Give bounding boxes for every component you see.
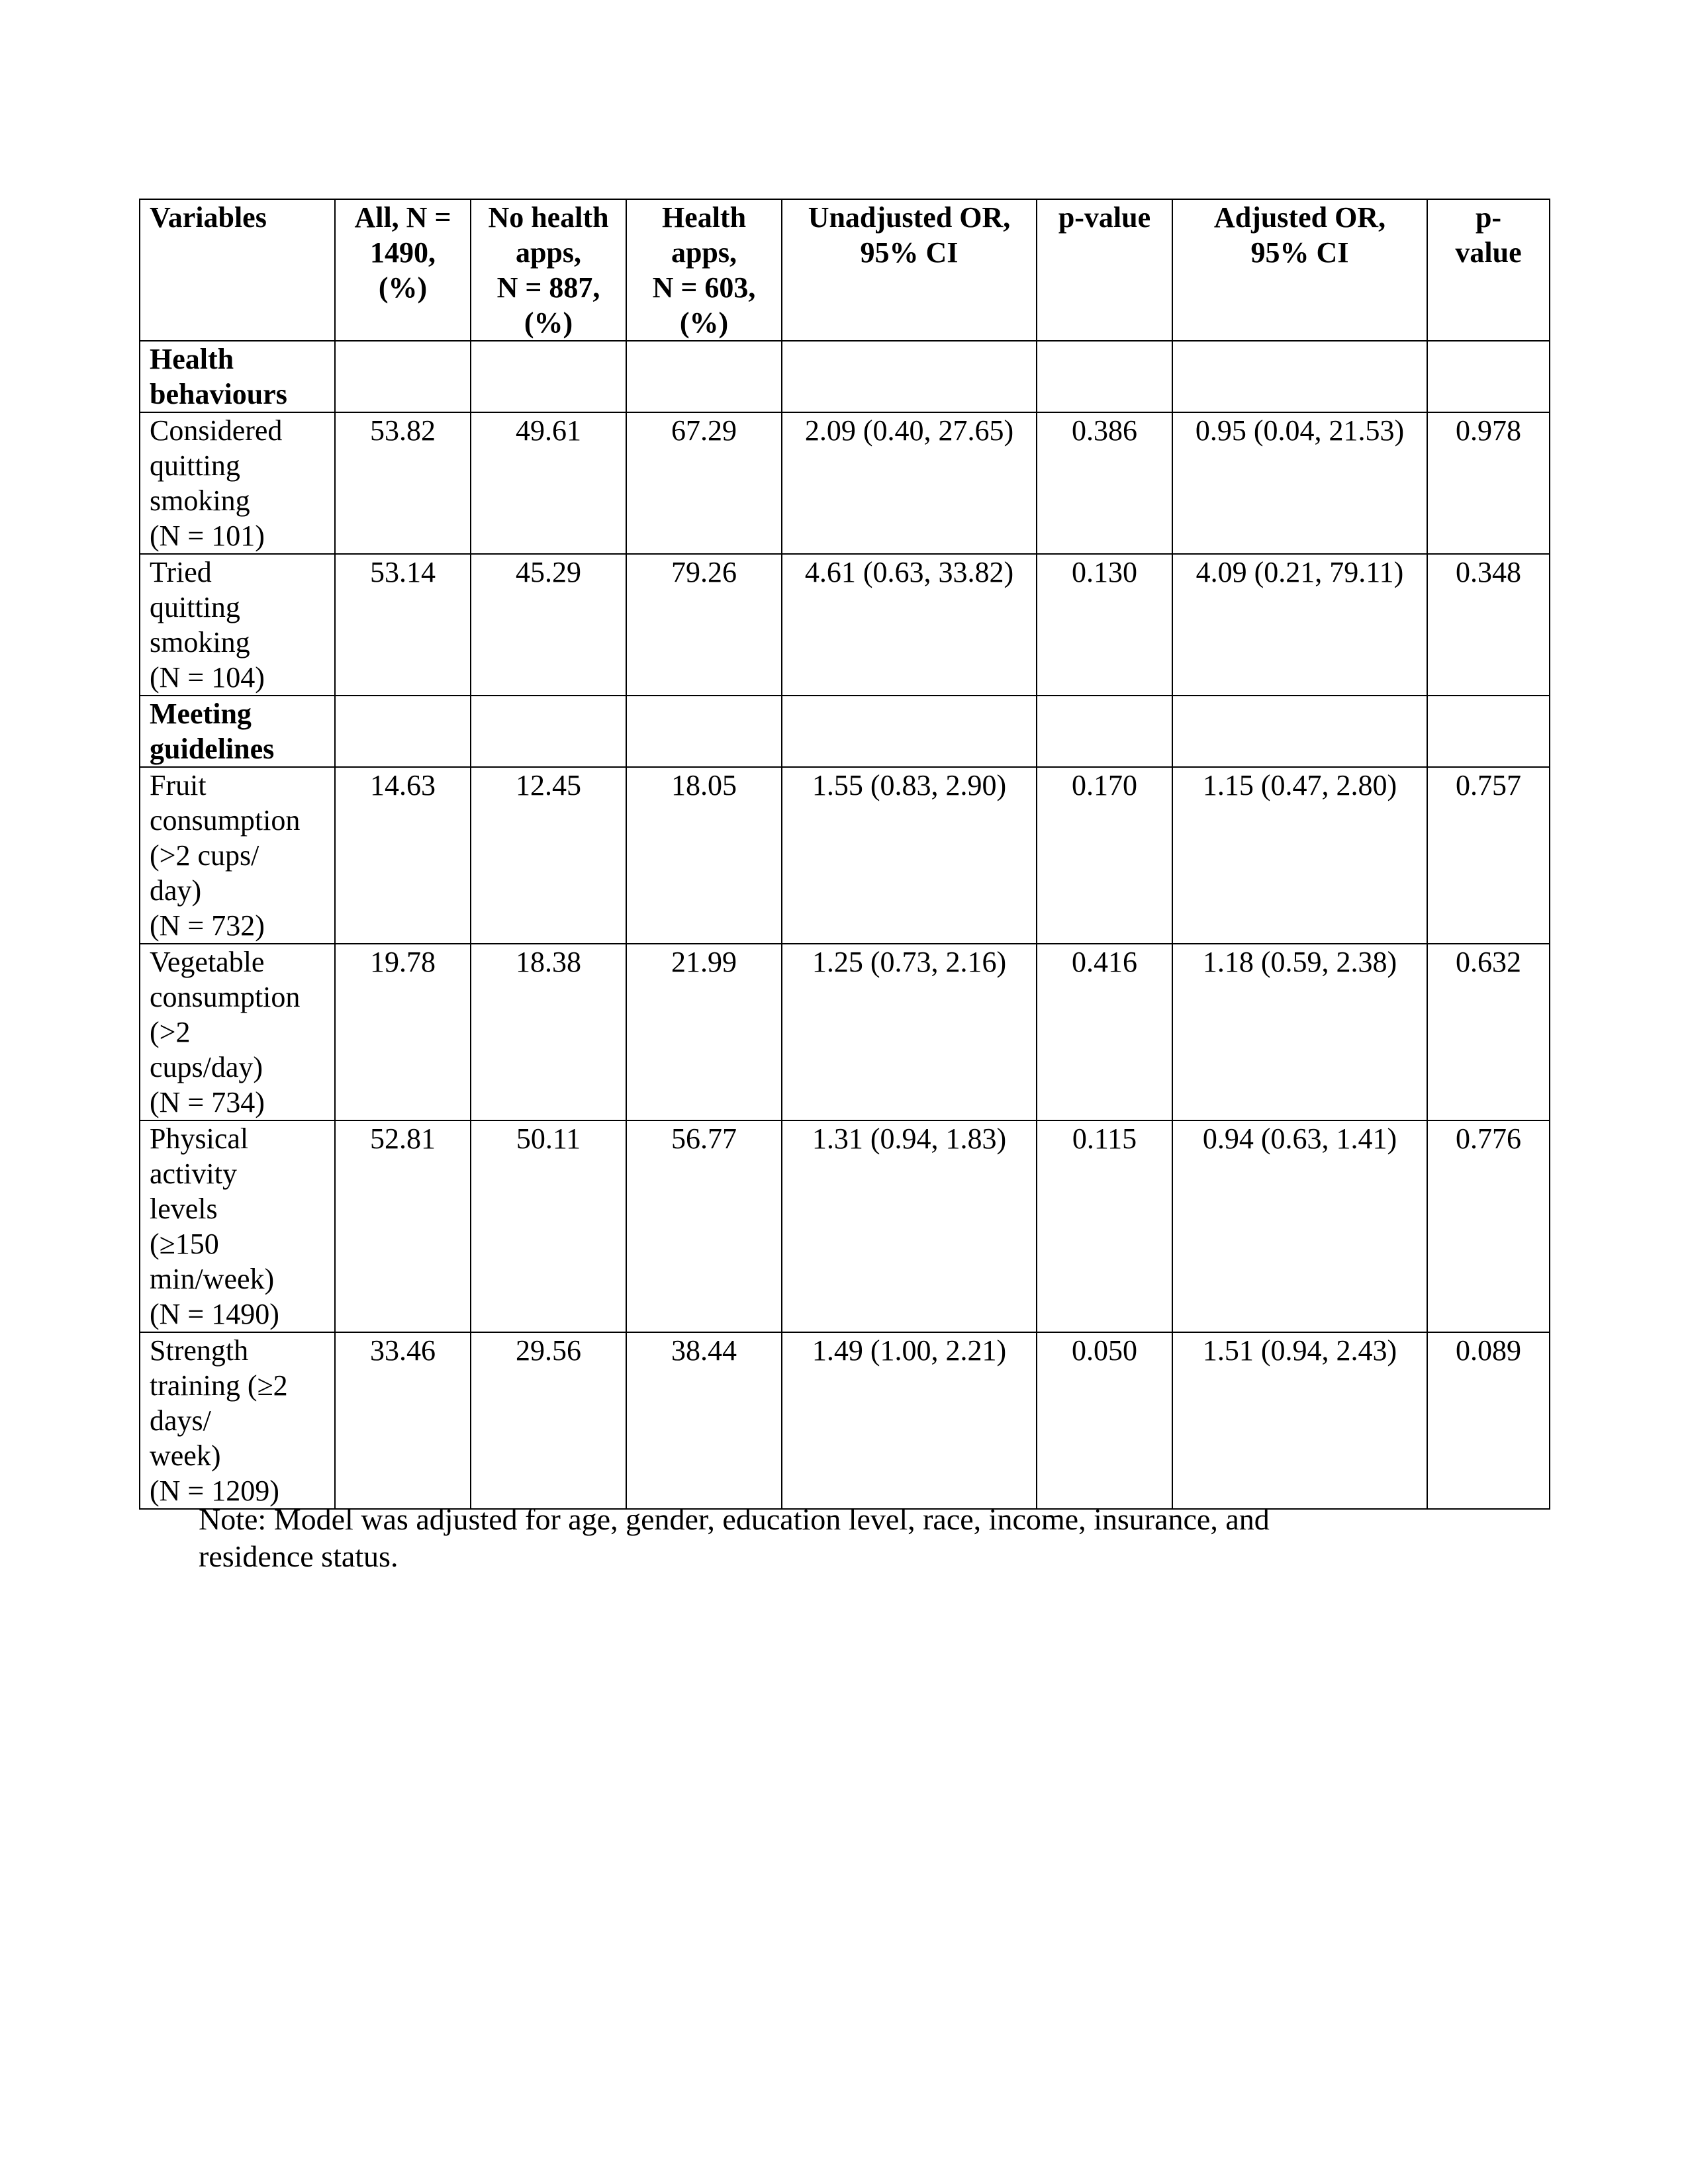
- cell-line: Strength: [150, 1334, 249, 1367]
- cell-p-value-unadjusted: 0.115: [1037, 1120, 1172, 1332]
- empty-cell: [471, 696, 626, 767]
- cell-p-value-unadjusted: 0.050: [1037, 1332, 1172, 1509]
- cell-line: (N = 1209): [150, 1475, 279, 1507]
- cell-line: (>2 cups/: [150, 839, 259, 872]
- cell-line: days/: [150, 1404, 211, 1437]
- cell-line: training (≥2: [150, 1369, 288, 1402]
- header-p-value-adjusted: [1427, 199, 1550, 341]
- empty-cell: [782, 341, 1037, 412]
- empty-cell: [1427, 696, 1550, 767]
- header-unadjusted-or: [782, 199, 1037, 341]
- cell-line: consumption: [150, 981, 301, 1013]
- cell-p-value-adjusted: 0.776: [1427, 1120, 1550, 1332]
- header-variables: [140, 199, 335, 341]
- cell-line: activity: [150, 1158, 237, 1190]
- cell-adjusted-or: 1.15 (0.47, 2.80): [1172, 767, 1427, 944]
- cell-adjusted-or: 4.09 (0.21, 79.11): [1172, 554, 1427, 696]
- cell-line: p-value: [1058, 201, 1151, 234]
- cell-all: 52.81: [335, 1120, 471, 1332]
- header-p-value-unadjusted: [1037, 199, 1172, 341]
- cell-line: Vegetable: [150, 946, 265, 978]
- cell-p-value-unadjusted: 0.416: [1037, 944, 1172, 1120]
- empty-cell: [1427, 341, 1550, 412]
- note-line: residence status.: [199, 1539, 399, 1573]
- row-label: [140, 1332, 335, 1509]
- cell-line: min/week): [150, 1263, 275, 1295]
- row-label: [140, 1120, 335, 1332]
- cell-line: (N = 1490): [150, 1298, 279, 1330]
- cell-line: quitting: [150, 591, 240, 623]
- cell-line: 95% CI: [860, 236, 959, 269]
- table-row: [140, 1120, 1550, 1332]
- row-label: [140, 767, 335, 944]
- cell-p-value-unadjusted: 0.386: [1037, 412, 1172, 554]
- header-all: [335, 199, 471, 341]
- empty-cell: [1172, 696, 1427, 767]
- cell-line: week): [150, 1439, 221, 1472]
- cell-line: day): [150, 874, 202, 907]
- cell-p-value-unadjusted: 0.130: [1037, 554, 1172, 696]
- empty-cell: [626, 696, 782, 767]
- cell-p-value-adjusted: 0.348: [1427, 554, 1550, 696]
- cell-no-health-apps: 45.29: [471, 554, 626, 696]
- empty-cell: [471, 341, 626, 412]
- cell-line: (N = 101): [150, 520, 265, 552]
- empty-cell: [782, 696, 1037, 767]
- cell-no-health-apps: 12.45: [471, 767, 626, 944]
- header-row: [140, 199, 1550, 341]
- cell-line: apps,: [671, 236, 737, 269]
- cell-line: N = 603,: [652, 271, 756, 304]
- cell-line: cups/day): [150, 1051, 263, 1083]
- cell-unadjusted-or: 1.31 (0.94, 1.83): [782, 1120, 1037, 1332]
- cell-no-health-apps: 50.11: [471, 1120, 626, 1332]
- cell-line: (N = 732): [150, 909, 265, 942]
- table-row: [140, 767, 1550, 944]
- cell-line: Considered: [150, 414, 283, 447]
- cell-all: 53.14: [335, 554, 471, 696]
- note-line: Note: Model was adjusted for age, gender, education level, race, income, insurance, and: [199, 1502, 1270, 1536]
- section-title: [140, 696, 335, 767]
- row-label: [140, 944, 335, 1120]
- cell-adjusted-or: 1.18 (0.59, 2.38): [1172, 944, 1427, 1120]
- cell-adjusted-or: 1.51 (0.94, 2.43): [1172, 1332, 1427, 1509]
- table-row: [140, 1332, 1550, 1509]
- cell-line: Unadjusted OR,: [808, 201, 1011, 234]
- cell-line: No health: [488, 201, 609, 234]
- cell-line: All, N =: [354, 201, 451, 234]
- cell-unadjusted-or: 1.55 (0.83, 2.90): [782, 767, 1037, 944]
- cell-line: Fruit: [150, 769, 207, 801]
- cell-line: apps,: [515, 236, 582, 269]
- cell-line: Health: [661, 201, 747, 234]
- cell-all: 53.82: [335, 412, 471, 554]
- cell-line: (%): [378, 271, 428, 304]
- cell-line: N = 887,: [496, 271, 600, 304]
- table-row: [140, 554, 1550, 696]
- cell-all: 33.46: [335, 1332, 471, 1509]
- cell-line: levels: [150, 1193, 218, 1225]
- cell-p-value-adjusted: 0.757: [1427, 767, 1550, 944]
- header-health-apps: [626, 199, 782, 341]
- cell-line: smoking: [150, 484, 250, 517]
- empty-cell: [335, 696, 471, 767]
- cell-line: smoking: [150, 626, 250, 659]
- header-no-health-apps: [471, 199, 626, 341]
- cell-line: guidelines: [150, 733, 275, 765]
- cell-line: Physical: [150, 1122, 249, 1155]
- cell-p-value-adjusted: 0.089: [1427, 1332, 1550, 1509]
- cell-p-value-unadjusted: 0.170: [1037, 767, 1172, 944]
- cell-line: quitting: [150, 449, 240, 482]
- cell-unadjusted-or: 4.61 (0.63, 33.82): [782, 554, 1037, 696]
- cell-all: 19.78: [335, 944, 471, 1120]
- table-note: [199, 1501, 1489, 1575]
- cell-line: 95% CI: [1250, 236, 1349, 269]
- cell-health-apps: 38.44: [626, 1332, 782, 1509]
- cell-health-apps: 56.77: [626, 1120, 782, 1332]
- cell-line: (>2: [150, 1016, 191, 1048]
- cell-adjusted-or: 0.95 (0.04, 21.53): [1172, 412, 1427, 554]
- cell-line: p-: [1475, 201, 1502, 234]
- cell-line: (%): [679, 306, 729, 339]
- cell-p-value-adjusted: 0.632: [1427, 944, 1550, 1120]
- cell-line: (N = 104): [150, 661, 265, 694]
- cell-health-apps: 18.05: [626, 767, 782, 944]
- results-table: [139, 199, 1550, 1510]
- cell-line: 1490,: [370, 236, 436, 269]
- cell-line: Tried: [150, 556, 212, 588]
- cell-no-health-apps: 18.38: [471, 944, 626, 1120]
- cell-line: behaviours: [150, 378, 287, 410]
- cell-line: (%): [524, 306, 573, 339]
- row-label: [140, 554, 335, 696]
- cell-all: 14.63: [335, 767, 471, 944]
- cell-line: value: [1455, 236, 1522, 269]
- empty-cell: [1037, 341, 1172, 412]
- cell-unadjusted-or: 1.49 (1.00, 2.21): [782, 1332, 1037, 1509]
- section-title: [140, 341, 335, 412]
- cell-unadjusted-or: 1.25 (0.73, 2.16): [782, 944, 1037, 1120]
- cell-no-health-apps: 49.61: [471, 412, 626, 554]
- section-row: [140, 696, 1550, 767]
- table-row: [140, 944, 1550, 1120]
- cell-line: Meeting: [150, 698, 252, 730]
- cell-adjusted-or: 0.94 (0.63, 1.41): [1172, 1120, 1427, 1332]
- empty-cell: [1172, 341, 1427, 412]
- cell-line: (≥150: [150, 1228, 219, 1260]
- cell-line: Adjusted OR,: [1213, 201, 1386, 234]
- cell-unadjusted-or: 2.09 (0.40, 27.65): [782, 412, 1037, 554]
- cell-line: Health: [150, 343, 234, 375]
- cell-line: (N = 734): [150, 1086, 265, 1118]
- cell-line: Variables: [150, 201, 267, 234]
- empty-cell: [335, 341, 471, 412]
- cell-no-health-apps: 29.56: [471, 1332, 626, 1509]
- cell-line: consumption: [150, 804, 301, 837]
- cell-health-apps: 79.26: [626, 554, 782, 696]
- empty-cell: [1037, 696, 1172, 767]
- section-row: [140, 341, 1550, 412]
- cell-health-apps: 67.29: [626, 412, 782, 554]
- cell-p-value-adjusted: 0.978: [1427, 412, 1550, 554]
- empty-cell: [626, 341, 782, 412]
- cell-health-apps: 21.99: [626, 944, 782, 1120]
- row-label: [140, 412, 335, 554]
- header-adjusted-or: [1172, 199, 1427, 341]
- table-row: [140, 412, 1550, 554]
